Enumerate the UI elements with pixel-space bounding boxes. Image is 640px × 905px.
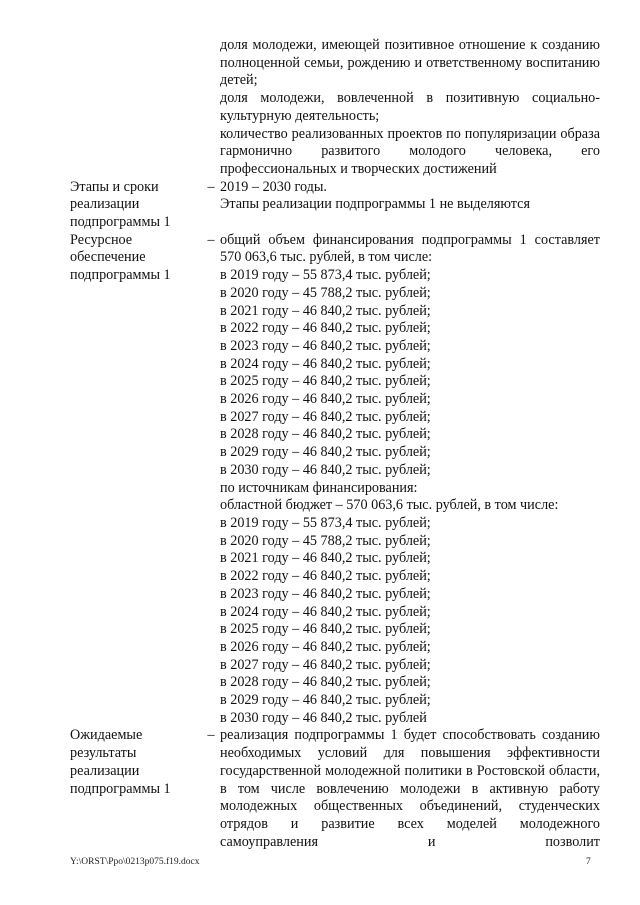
stages-period: 2019 – 2030 годы. [220,178,327,195]
year-amount: в 2023 году – 46 840,2 тыс. рублей; [220,337,431,354]
year-amount: в 2026 году – 46 840,2 тыс. рублей; [220,638,431,655]
target-item: доля молодежи, вовлеченной в позитивную социально-культурную деятельность; [220,90,600,124]
sources-heading: по источникам финансирования: [220,479,418,496]
year-amount: в 2025 году – 46 840,2 тыс. рублей; [220,621,431,638]
target-item: количество реализованных проектов по популяризации образа гармонично развитого молодого человека, его профессиональных и творческих достижений [220,125,600,177]
year-amount: в 2024 году – 46 840,2 тыс. рублей; [220,603,431,620]
row-targets-continuation [70,37,600,179]
year-amount: в 2019 году – 55 873,4 тыс. рублей; [220,514,431,531]
resources-body [220,232,600,728]
year-amount: в 2022 году – 46 840,2 тыс. рублей; [220,568,431,585]
year-amount: в 2020 году – 45 788,2 тыс. рублей; [220,532,431,549]
stages-label: Этапы и сроки реализации подпрограммы 1 [70,178,171,231]
results-body [220,727,600,851]
resources-intro: общий объем финансирования подпрограммы 1 составляет 570 063,6 тыс. рублей, в том числе: [220,231,600,266]
results-text: реализация подпрограммы 1 будет способствовать созданию необходимых условий для повышения эффективности государственной молодежной политики в Ростовской области, в том числе вовлечению молодежи в активную работу молодежных общественных объединений, студенческих отрядов и развитие всех моделей молодежного самоуправления и позволит [220,727,600,850]
row-resources [70,232,600,728]
page-number: 7 [586,857,591,867]
row-stages [70,179,600,232]
year-amount: в 2030 году – 46 840,2 тыс. рублей [220,709,427,726]
stages-body [220,179,600,214]
targets-list [220,37,600,179]
stages-dash: – [207,178,215,195]
year-amount: в 2029 году – 46 840,2 тыс. рублей; [220,692,431,709]
year-amount: в 2027 году – 46 840,2 тыс. рублей; [220,408,431,425]
results-dash: – [207,727,215,744]
year-amount: в 2021 году – 46 840,2 тыс. рублей; [220,550,431,567]
footer-file-path: Y:\ORST\Ppo\0213p075.f19.docx [70,857,200,867]
year-amount: в 2022 году – 46 840,2 тыс. рублей; [220,320,431,337]
year-amount: в 2028 году – 46 840,2 тыс. рублей; [220,426,431,443]
year-amount: в 2029 году – 46 840,2 тыс. рублей; [220,444,431,461]
regional-budget: областной бюджет – 570 063,6 тыс. рублей, в том числе: [220,497,559,514]
resources-dash: – [207,231,215,248]
year-amount: в 2021 году – 46 840,2 тыс. рублей; [220,302,431,319]
resources-years-total [220,267,600,479]
year-amount: в 2020 году – 45 788,2 тыс. рублей; [220,284,431,301]
resources-years-regional [220,515,600,727]
resources-label: Ресурсное обеспечение подпрограммы 1 [70,231,171,284]
year-amount: в 2030 году – 46 840,2 тыс. рублей; [220,461,431,478]
year-amount: в 2019 году – 55 873,4 тыс. рублей; [220,267,431,284]
year-amount: в 2023 году – 46 840,2 тыс. рублей; [220,585,431,602]
results-label: Ожидаемые результаты реализации подпрограммы 1 [70,727,171,797]
target-item: доля молодежи, имеющей позитивное отношение к созданию полноценной семьи, рождению и ответственному воспитанию детей; [220,37,600,89]
row-results [70,727,600,851]
passport-table [70,37,600,851]
year-amount: в 2027 году – 46 840,2 тыс. рублей; [220,656,431,673]
stages-note: Этапы реализации подпрограммы 1 не выделяются [220,196,530,213]
year-amount: в 2026 году – 46 840,2 тыс. рублей; [220,391,431,408]
year-amount: в 2028 году – 46 840,2 тыс. рублей; [220,674,431,691]
year-amount: в 2024 году – 46 840,2 тыс. рублей; [220,355,431,372]
year-amount: в 2025 году – 46 840,2 тыс. рублей; [220,373,431,390]
